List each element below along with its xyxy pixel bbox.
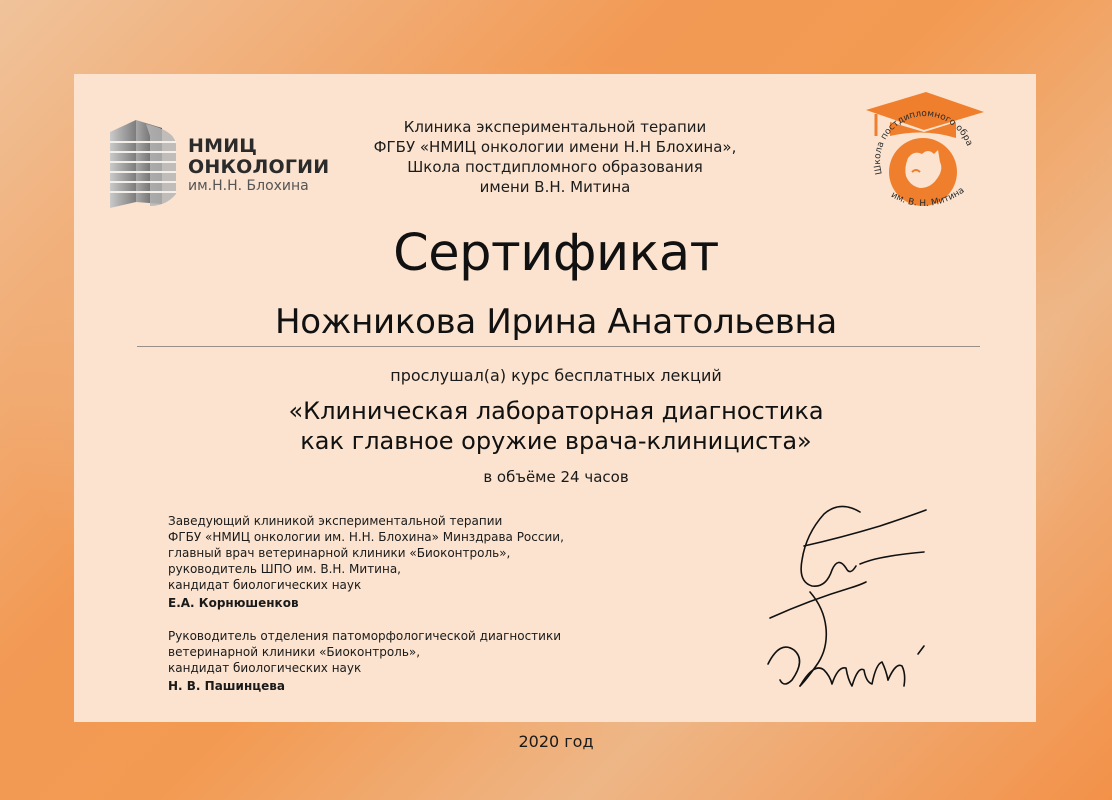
logo-line-1: НМИЦ [188, 135, 258, 157]
institution-header [320, 117, 790, 197]
signer1-line-4: руководитель ШПО им. В.Н. Митина, [168, 562, 401, 576]
nmits-oncology-logo [106, 114, 330, 214]
name-divider [137, 346, 980, 347]
signer1-line-2: ФГБУ «НМИЦ онкологии им. Н.Н. Блохина» Минздрава России, [168, 530, 564, 544]
building-icon [106, 114, 186, 214]
signer1-name: Е.А. Корнюшенков [168, 596, 299, 610]
handwritten-signatures [740, 490, 980, 710]
course-hours: в объёме 24 часов [483, 468, 629, 486]
header-line-3: Школа постдипломного образования [407, 158, 703, 176]
certificate-title: Сертификат [393, 224, 719, 283]
logo-line-2: ОНКОЛОГИИ [188, 155, 330, 178]
header-line-2: ФГБУ «НМИЦ онкологии имени Н.Н Блохина», [373, 138, 737, 156]
course-title-line-2: как главное оружие врача-клинициста» [300, 427, 812, 455]
signer1-line-5: кандидат биологических наук [168, 578, 362, 592]
header-line-1: Клиника экспериментальной терапии [403, 118, 707, 136]
header-line-4: имени В.Н. Митина [479, 178, 631, 196]
signer-kornyushenkov [168, 513, 564, 611]
logo-bottom-text: им. В. Н. Митина [889, 185, 967, 210]
course-title [0, 396, 1112, 456]
logo-arc-text: Школа постдипломного обра [873, 109, 975, 176]
issue-year: 2020 год [518, 732, 594, 751]
postgraduate-school-logo [860, 88, 986, 222]
signer2-name: Н. В. Пашинцева [168, 679, 285, 693]
course-intro: прослушал(а) курс бесплатных лекций [390, 366, 722, 385]
signer2-line-1: Руководитель отделения патоморфологической диагностики [168, 629, 562, 643]
signer1-line-3: главный врач ветеринарной клиники «Биоконтроль», [168, 546, 511, 560]
signer2-line-2: ветеринарной клиники «Биоконтроль», [168, 645, 421, 659]
graduation-cap-icon [860, 88, 986, 222]
signer2-line-3: кандидат биологических наук [168, 661, 362, 675]
signer-pashintseva [168, 628, 561, 694]
recipient-name: Ножникова Ирина Анатольевна [275, 302, 837, 342]
course-title-line-1: «Клиническая лабораторная диагностика [288, 397, 824, 425]
logo-line-3: им.Н.Н. Блохина [188, 178, 309, 195]
signer1-line-1: Заведующий клиникой экспериментальной терапии [168, 514, 503, 528]
